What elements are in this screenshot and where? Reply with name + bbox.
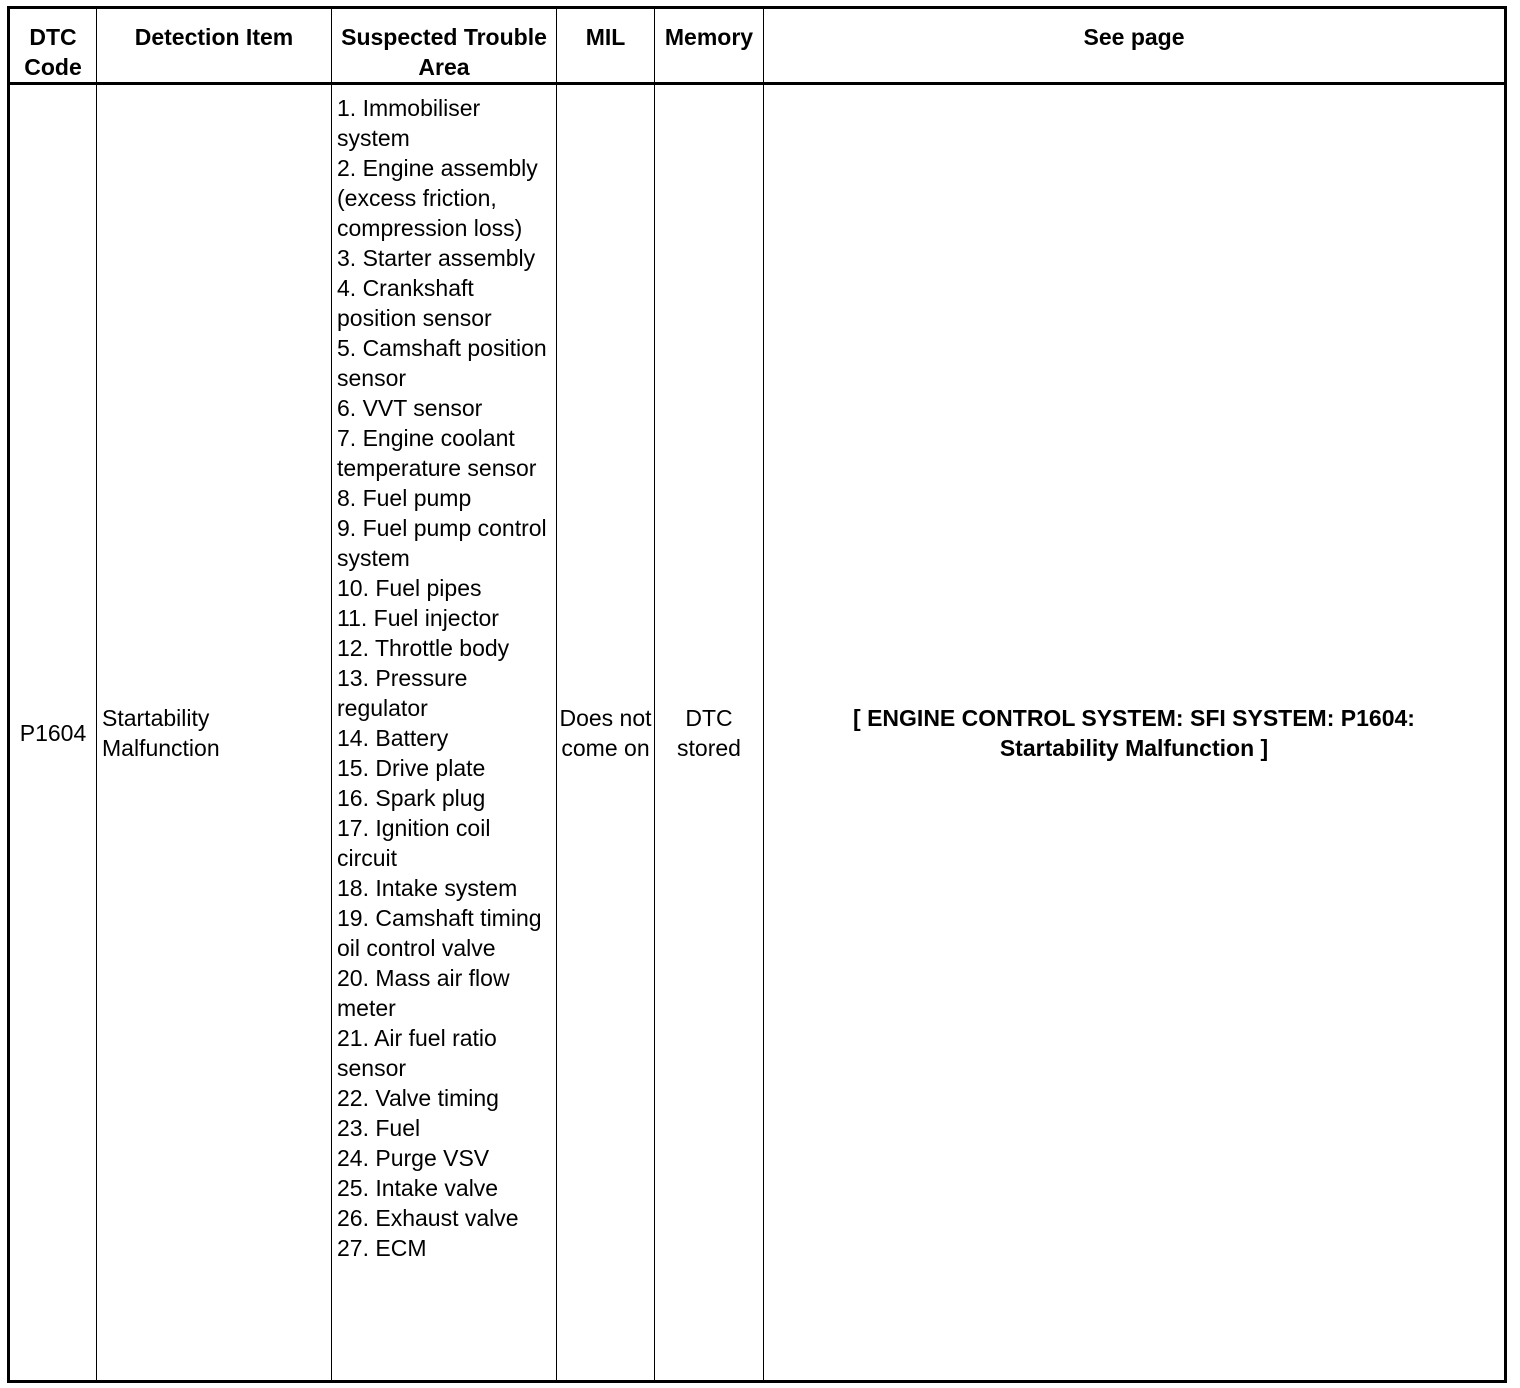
dtc-table bbox=[7, 6, 1507, 1383]
trouble-area-item: 15. Drive plate bbox=[337, 755, 486, 781]
trouble-area-item: 5. Camshaft position sensor bbox=[337, 335, 547, 391]
trouble-area-item: 12. Throttle body bbox=[337, 635, 510, 661]
trouble-area-item: 18. Intake system bbox=[337, 875, 518, 901]
trouble-area-item: 6. VVT sensor bbox=[337, 395, 483, 421]
trouble-area-item: 10. Fuel pipes bbox=[337, 575, 482, 601]
header-detection-item: Detection Item bbox=[97, 8, 332, 84]
header-mil: MIL bbox=[557, 8, 655, 84]
trouble-area-list bbox=[337, 93, 552, 1263]
header-memory: Memory bbox=[655, 8, 764, 84]
trouble-area-item: 21. Air fuel ratio sensor bbox=[337, 1025, 497, 1081]
header-suspected-trouble-area: Suspected Trouble Area bbox=[332, 8, 557, 84]
trouble-area-item: 20. Mass air flow meter bbox=[337, 965, 510, 1021]
trouble-area-item: 22. Valve timing bbox=[337, 1085, 499, 1111]
trouble-area-item: 8. Fuel pump bbox=[337, 485, 472, 511]
trouble-area-item: 16. Spark plug bbox=[337, 785, 486, 811]
suspected-trouble-area-cell bbox=[332, 84, 557, 1382]
trouble-area-item: 23. Fuel bbox=[337, 1115, 421, 1141]
header-dtc-code: DTC Code bbox=[9, 8, 97, 84]
header-see-page: See page bbox=[764, 8, 1506, 84]
trouble-area-item: 3. Starter assembly bbox=[337, 245, 536, 271]
trouble-area-item: 17. Ignition coil circuit bbox=[337, 815, 491, 871]
memory-cell: DTC stored bbox=[655, 84, 764, 1382]
trouble-area-item: 27. ECM bbox=[337, 1235, 427, 1261]
trouble-area-item: 2. Engine assembly (excess friction, compression loss) bbox=[337, 155, 538, 241]
detection-item-cell: Startability Malfunction bbox=[97, 84, 332, 1382]
see-page-link[interactable]: [ ENGINE CONTROL SYSTEM: SFI SYSTEM: P1604: Startability Malfunction ] bbox=[764, 84, 1506, 1382]
trouble-area-item: 14. Battery bbox=[337, 725, 449, 751]
trouble-area-item: 26. Exhaust valve bbox=[337, 1205, 519, 1231]
dtc-code-cell: P1604 bbox=[9, 84, 97, 1382]
table-header-row bbox=[9, 8, 1506, 84]
trouble-area-item: 4. Crankshaft position sensor bbox=[337, 275, 492, 331]
trouble-area-item: 7. Engine coolant temperature sensor bbox=[337, 425, 537, 481]
trouble-area-item: 9. Fuel pump control system bbox=[337, 515, 547, 571]
trouble-area-item: 24. Purge VSV bbox=[337, 1145, 490, 1171]
trouble-area-item: 1. Immobiliser system bbox=[337, 95, 481, 151]
trouble-area-item: 11. Fuel injector bbox=[337, 605, 499, 631]
trouble-area-item: 13. Pressure regulator bbox=[337, 665, 468, 721]
mil-cell: Does not come on bbox=[557, 84, 655, 1382]
trouble-area-item: 19. Camshaft timing oil control valve bbox=[337, 905, 542, 961]
trouble-area-item: 25. Intake valve bbox=[337, 1175, 499, 1201]
table-row bbox=[9, 84, 1506, 1382]
